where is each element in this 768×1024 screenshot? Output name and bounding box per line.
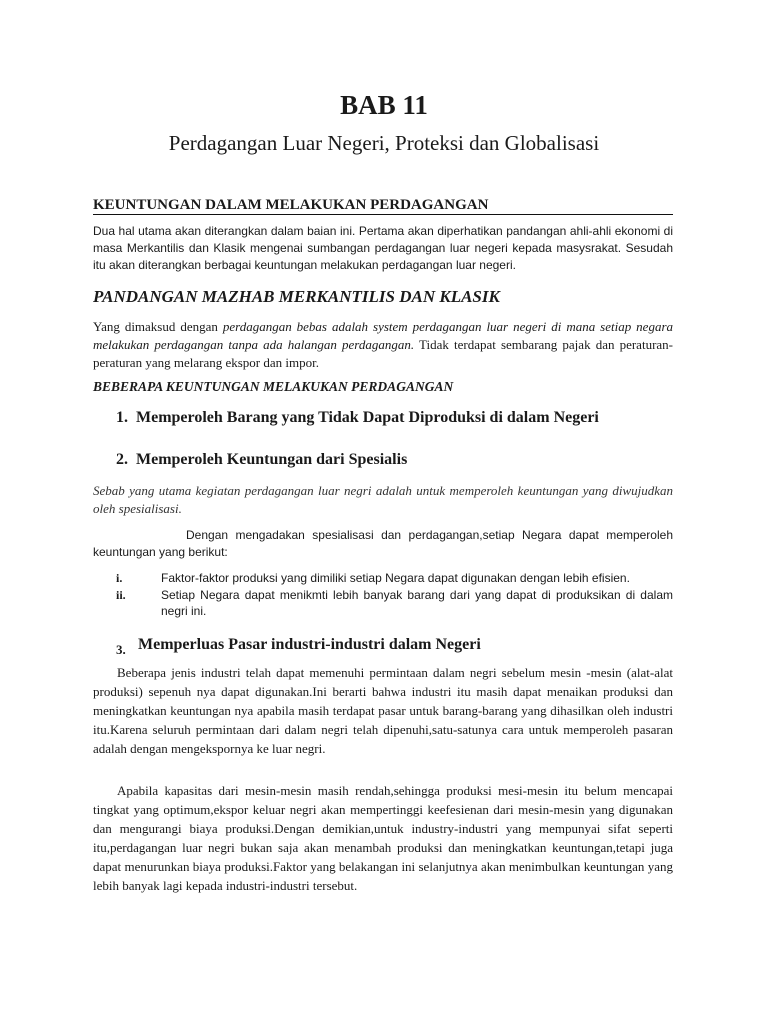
paragraph-mazhab-lead: Yang dimaksud dengan (93, 319, 223, 334)
quote-spesialisasi: Sebab yang utama kegiatan perdagangan luar negri adalah untuk memperoleh keuntungan yang diwujudkan oleh spesialisasi. (93, 483, 673, 516)
section-heading-beberapa: BEBERAPA KEUNTUNGAN MELAKUKAN PERDAGANGAN (93, 379, 454, 394)
numbered-heading-3-number: 3. (116, 642, 126, 657)
list-item-i-text: Faktor-faktor produksi yang dimiliki setiap Negara dapat digunakan dengan lebih efisien. (161, 571, 630, 585)
paragraph-mazhab-tail: Tidak terdapat sembarang pajak dan peraturan-peraturan yang melarang ekspor dan impor. (93, 337, 673, 370)
list-item-ii-number: ii. (116, 588, 126, 602)
paragraph-pasar-1: Beberapa jenis industri telah dapat memenuhi permintaan dalam negri sebelum mesin -mesin (alat-alat produksi) sepenuh nya dapat digunakan.Ini berarti bahwa industri itu masih dapat menaikan produksi dan meningkatkan keuntungan nya apabila masih terdapat pasar untuk barang-barang yang dihasilkan oleh industri itu.Karena seluruh permintaan dari dalam negri telah dipenuhi,satu-satunya cara untuk memperoleh pasaran adalah dengan mengekspornya ke luar negri. (93, 665, 673, 756)
section-heading-mazhab: PANDANGAN MAZHAB MERKANTILIS DAN KLASIK (93, 287, 500, 306)
paragraph-spesialisasi: Dengan mengadakan spesialisasi dan perdagangan,setiap Negara dapat memperoleh keuntungan yang berikut: (93, 528, 673, 559)
numbered-heading-1: 1. Memperoleh Barang yang Tidak Dapat Diproduksi di dalam Negeri (116, 409, 599, 426)
paragraph-pasar-2: Apabila kapasitas dari mesin-mesin masih rendah,sehingga produksi mesi-mesin itu belum mencapai tingkat yang optimum,ekspor keluar negri akan mempertinggi keefesienan dari mesin-mesin yang digunakan dan mengurangi biaya produksi.Dengan demikian,untuk industry-industri yang mempunyai sifat seperti itu,perdagangan luar negri bukan saja akan menambah produksi dan meningkatkan keuntungan,tetapi juga dapat menurunkan biaya produksi.Faktor yang belakangan ini selanjutnya akan menimbulkan keuntungan yang lebih banyak lagi kepada industri-industri tersebut. (93, 783, 673, 893)
paragraph-keuntungan: Dua hal utama akan diterangkan dalam baian ini. Pertama akan diperhatikan pandangan ahli-ahli ekonomi di masa Merkantilis dan Klasik mengenai sumbangan perdagangan luar negeri kepada masysrakat. Sesudah itu akan diterangkan berbagai keuntungan melakukan perdagangan luar negeri. (93, 224, 673, 272)
numbered-heading-2: 2. Memperoleh Keuntungan dari Spesialis (116, 451, 408, 468)
chapter-title: BAB 11 (340, 90, 428, 120)
numbered-heading-3: Memperluas Pasar industri-industri dalam Negeri (138, 636, 481, 653)
list-item-ii-text: Setiap Negara dapat menikmti lebih banyak barang dari yang dapat di produksikan di dalam negri ini. (161, 588, 673, 618)
paragraph-mazhab-italic: perdagangan bebas adalah system perdagangan luar negeri di mana setiap negara melakukan perdagangan tanpa ada halangan perdagangan. (93, 319, 674, 352)
list-item-i-number: i. (116, 571, 123, 585)
chapter-subtitle: Perdagangan Luar Negeri, Proteksi dan Globalisasi (168, 131, 600, 155)
section-heading-keuntungan: KEUNTUNGAN DALAM MELAKUKAN PERDAGANGAN (93, 196, 673, 215)
paragraph-mazhab (93, 318, 673, 372)
